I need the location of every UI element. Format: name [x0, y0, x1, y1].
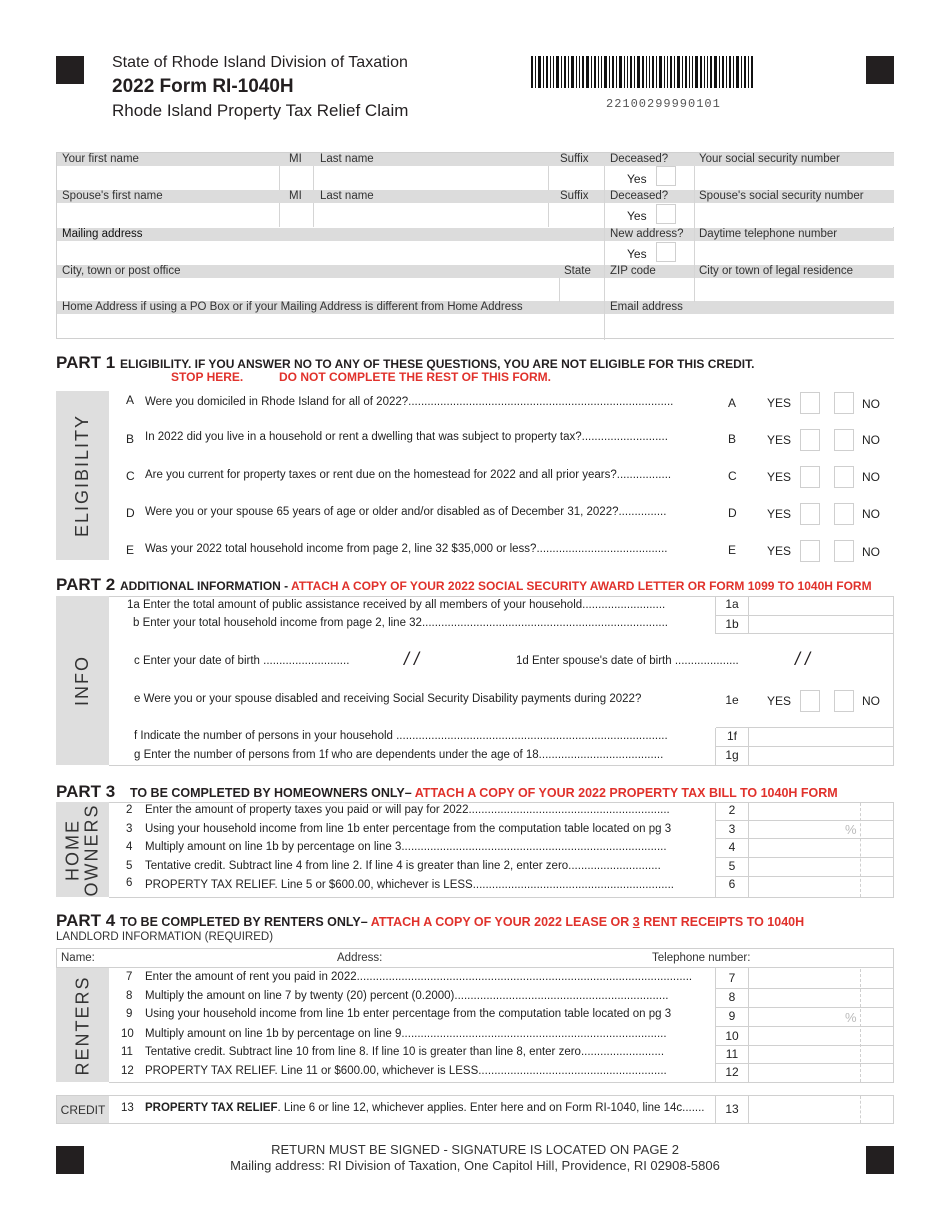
legal-residence-label: City or town of legal residence [694, 265, 894, 278]
new-address-label: New address? [604, 228, 694, 241]
cents-divider [860, 803, 861, 897]
no-label: NO [862, 545, 880, 559]
line-13-input[interactable] [749, 1096, 859, 1123]
line-box-number: 9 [728, 1009, 736, 1023]
answer-letter: E [728, 543, 737, 557]
birth-date-input[interactable]: / / [404, 649, 420, 669]
line-box-number: 8 [728, 990, 736, 1004]
barcode [531, 56, 815, 88]
question-c-yes-checkbox[interactable] [800, 466, 820, 488]
owners-text: OWNERS [81, 803, 102, 896]
credit-side-text: CREDIT [60, 1102, 106, 1117]
line-text: Enter the amount of property taxes you paid or will pay for 2022............................................................... [145, 804, 670, 816]
question-e-yes-checkbox[interactable] [800, 540, 820, 562]
answer-letter: C [728, 469, 737, 483]
line-10-input[interactable] [749, 1027, 859, 1044]
part3-heading-red: ATTACH A COPY OF YOUR 2022 PROPERTY TAX BILL TO 1040H FORM [414, 786, 838, 800]
yes-label: YES [767, 470, 792, 484]
suffix-label: Suffix [548, 153, 604, 166]
renters-side-text: RENTERS [72, 974, 93, 1076]
first-name-input[interactable] [57, 166, 279, 190]
home-address-label: Home Address if using a PO Box or if your Mailing Address is different from Home Address [57, 301, 604, 314]
home-address-input[interactable] [57, 314, 604, 338]
line-1a-num: 1a [725, 597, 739, 611]
part2-heading: ADDITIONAL INFORMATION - [119, 579, 292, 593]
line-1e-num: 1e [725, 693, 739, 707]
do-not-complete-warning: DO NOT COMPLETE THE REST OF THIS FORM. [279, 370, 551, 384]
question-text: Were you or your spouse 65 years of age or older and/or disabled as of December 31, 2022?............... [145, 506, 667, 518]
line-text: Tentative credit. Subtract line 4 from line 2. If line 4 is greater than line 2, enter zero............................. [145, 860, 661, 872]
question-text: Were you domiciled in Rhode Island for all of 2022?................................................................................... [145, 396, 674, 408]
line-number: 4 [126, 841, 133, 853]
percent-sign: % [845, 822, 857, 837]
divider [748, 728, 749, 765]
no-label: NO [862, 433, 880, 447]
yes-label: YES [767, 433, 792, 447]
line-box-number: 7 [728, 971, 736, 985]
spouse-mi-label: MI [279, 190, 313, 203]
spouse-last-name-input[interactable] [314, 203, 548, 227]
answer-letter: B [728, 432, 737, 446]
line-1a-text: 1a Enter the total amount of public assistance received by all members of your household.......................... [127, 599, 666, 611]
registration-mark-top-left [56, 56, 84, 84]
line-box-number: 2 [728, 803, 736, 817]
line-1a-input[interactable] [749, 597, 893, 615]
question-letter: D [126, 506, 135, 520]
line-1f-text: f Indicate the number of persons in your household ..................................................................................... [134, 730, 668, 742]
spouse-mi-input[interactable] [280, 203, 313, 227]
legal-residence-input[interactable] [695, 278, 894, 302]
line-1d-text: 1d Enter spouse's date of birth .................... [516, 655, 739, 667]
ssn-input[interactable] [695, 166, 894, 190]
stop-here-warning: STOP HERE. [171, 370, 244, 384]
homeowners-side-text [64, 803, 102, 896]
line-13-rest: . Line 6 or line 12, whichever applies. Enter here and on Form RI-1040, line 14c....... [277, 1102, 705, 1114]
question-letter: B [126, 432, 135, 446]
question-letter: A [126, 393, 135, 407]
landlord-address-label: Address: [337, 952, 383, 964]
question-text: Are you current for property taxes or rent due on the homestead for 2022 and all prior years?................. [145, 469, 672, 481]
landlord-phone-label: Telephone number: [652, 952, 751, 964]
line-9-input[interactable] [749, 1008, 844, 1025]
question-letter: E [126, 543, 135, 557]
landlord-name-input[interactable] [97, 950, 297, 966]
email-input[interactable] [605, 314, 894, 338]
deceased-label: Deceased? [604, 153, 694, 166]
yes-label: YES [767, 544, 792, 558]
signature-notice: RETURN MUST BE SIGNED - SIGNATURE IS LOCATED ON PAGE 2 [271, 1142, 679, 1157]
mi-label: MI [279, 153, 313, 166]
state-division-line: State of Rhode Island Division of Taxation [112, 54, 408, 71]
question-b-yes-checkbox[interactable] [800, 429, 820, 451]
part3-label: PART 3 [56, 782, 116, 801]
question-e-no-checkbox[interactable] [834, 540, 854, 562]
credit-side-label [57, 1096, 109, 1123]
divider [715, 597, 716, 634]
spouse-suffix-label: Suffix [548, 190, 604, 203]
email-label: Email address [604, 301, 894, 314]
renters-side-label [56, 968, 109, 1082]
yes-label: YES [767, 396, 792, 410]
divider [548, 203, 549, 227]
no-label: NO [862, 397, 880, 411]
yes-label: YES [767, 507, 792, 521]
zip-input[interactable] [605, 278, 694, 302]
line-12-input[interactable] [749, 1064, 859, 1082]
spouse-deceased-label: Deceased? [604, 190, 694, 203]
question-text: In 2022 did you live in a household or rent a dwelling that was subject to property tax?........................... [145, 431, 668, 443]
line-number: 9 [126, 1008, 133, 1020]
line-box-number: 5 [728, 859, 736, 873]
mi-input[interactable] [280, 166, 313, 190]
line-1b-num: 1b [725, 617, 739, 631]
line-box-number: 4 [728, 840, 736, 854]
line-text: PROPERTY TAX RELIEF. Line 5 or $600.00, whichever is LESS............................................................... [145, 879, 674, 891]
cents-divider [860, 1096, 861, 1123]
question-b-no-checkbox[interactable] [834, 429, 854, 451]
line-5-input[interactable] [749, 858, 859, 875]
deceased-yes-label: Yes [627, 172, 647, 186]
divider [279, 166, 280, 190]
new-address-yes-checkbox[interactable] [656, 242, 676, 262]
line-1b-text: b Enter your total household income from page 2, line 32............................................................................. [133, 617, 668, 629]
first-name-label: Your first name [57, 153, 279, 166]
line-text: PROPERTY TAX RELIEF. Line 11 or $600.00, whichever is LESS........................................................... [145, 1065, 667, 1077]
no-label: NO [862, 694, 880, 708]
part4-heading: TO BE COMPLETED BY RENTERS ONLY– [119, 915, 371, 929]
phone-label: Daytime telephone number [694, 228, 894, 241]
line-1e-no-checkbox[interactable] [834, 690, 854, 712]
line-1e-yes-checkbox[interactable] [800, 690, 820, 712]
divider [313, 166, 314, 190]
line-1b-input[interactable] [749, 616, 893, 633]
line-box-number: 3 [728, 822, 736, 836]
spouse-suffix-input[interactable] [549, 203, 604, 227]
divider [748, 597, 749, 634]
line-text: Multiply amount on line 1b by percentage on line 3................................................................................... [145, 841, 667, 853]
phone-input[interactable] [695, 241, 894, 265]
line-6-input[interactable] [749, 877, 859, 896]
divider [716, 633, 894, 634]
part3-title [56, 782, 838, 802]
line-number: 12 [121, 1065, 134, 1077]
spouse-last-name-label: Last name [313, 190, 548, 203]
line-number: 5 [126, 860, 133, 872]
answer-letter: A [728, 396, 737, 410]
line-box-number: 11 [725, 1047, 739, 1061]
line-box-number: 12 [725, 1065, 739, 1079]
answer-letter: D [728, 506, 737, 520]
line-number: 7 [126, 971, 133, 983]
divider [604, 166, 605, 340]
line-number: 3 [126, 823, 133, 835]
line-1e-text: e Were you or your spouse disabled and receiving Social Security Disability payments during 2022? [134, 693, 642, 705]
line-11-input[interactable] [749, 1046, 859, 1063]
registration-mark-top-right [866, 56, 894, 84]
line-box-number: 6 [728, 877, 736, 891]
mailing-address-label: Mailing address [57, 228, 604, 241]
yes-label: YES [767, 694, 792, 708]
spouse-ssn-label: Spouse's social security number [694, 190, 894, 203]
line-2-input[interactable] [749, 803, 859, 820]
part1-label: PART 1 [56, 353, 116, 372]
spouse-deceased-yes-label: Yes [627, 209, 647, 223]
barcode-number: 22100299990101 [606, 97, 721, 111]
divider [694, 166, 695, 302]
line-1g-input[interactable] [749, 747, 893, 765]
line-text: Multiply amount on line 1b by percentage on line 9................................................................................... [145, 1028, 667, 1040]
suffix-input[interactable] [549, 166, 604, 190]
city-label: City, town or post office [57, 265, 559, 278]
no-label: NO [862, 470, 880, 484]
part4-heading-red: ATTACH A COPY OF YOUR 2022 LEASE OR [370, 915, 633, 929]
landlord-phone-input[interactable] [762, 950, 892, 966]
line-number: 2 [126, 804, 133, 816]
line-13-number: 13 [121, 1102, 134, 1114]
state-input[interactable] [560, 278, 604, 302]
question-text: Was your 2022 total household income from page 2, line 32 $35,000 or less?......................................... [145, 543, 668, 555]
line-1c-text: c Enter your date of birth ........................... [134, 655, 350, 667]
question-c-no-checkbox[interactable] [834, 466, 854, 488]
no-label: NO [862, 507, 880, 521]
divider [313, 203, 314, 227]
line-1f-num: 1f [726, 729, 737, 743]
line-number: 6 [126, 877, 133, 889]
zip-label: ZIP code [604, 265, 694, 278]
home-text: HOME [62, 818, 83, 881]
state-label: State [559, 265, 604, 278]
landlord-name-label: Name: [61, 952, 95, 964]
line-number: 11 [121, 1046, 133, 1058]
last-name-label: Last name [313, 153, 548, 166]
line-1g-num: 1g [725, 748, 739, 762]
homeowners-side-label [56, 802, 109, 897]
eligibility-side-text: ELIGIBILITY [72, 413, 93, 538]
mailing-address-footer: Mailing address: RI Division of Taxation, One Capitol Hill, Providence, RI 02908-5806 [230, 1158, 720, 1173]
line-text: Using your household income from line 1b enter percentage from the computation table located on pg 3 [145, 823, 672, 835]
deceased-yes-checkbox[interactable] [656, 166, 676, 186]
line-text: Using your household income from line 1b enter percentage from the computation table located on pg 3 [145, 1008, 672, 1020]
line-3-input[interactable] [749, 821, 844, 838]
line-13-text [145, 1102, 705, 1114]
line-number: 8 [126, 990, 133, 1002]
spouse-birth-date-input[interactable]: / / [795, 649, 811, 669]
last-name-input[interactable] [314, 166, 548, 190]
spouse-first-name-input[interactable] [57, 203, 279, 227]
ssn-label: Your social security number [694, 153, 894, 166]
line-number: 10 [121, 1028, 134, 1040]
part2-label: PART 2 [56, 575, 116, 594]
divider [715, 728, 716, 765]
line-1g-text: g Enter the number of persons from 1f who are dependents under the age of 18....................................... [134, 749, 664, 761]
line-13-bold: PROPERTY TAX RELIEF [145, 1102, 278, 1114]
line-7-input[interactable] [749, 969, 859, 987]
part4-title [56, 911, 804, 931]
divider [559, 278, 560, 302]
line-13-box-number: 13 [725, 1102, 739, 1116]
line-8-input[interactable] [749, 989, 859, 1006]
line-text: Tentative credit. Subtract line 10 from line 8. If line 10 is greater than line 8, enter zero.......................... [145, 1046, 665, 1058]
spouse-ssn-input[interactable] [695, 203, 894, 227]
part2-title [56, 575, 872, 595]
line-text: Multiply the amount on line 7 by twenty (20) percent (0.2000)................................................................... [145, 990, 669, 1002]
question-letter: C [126, 469, 135, 483]
info-side-label [56, 596, 109, 765]
line-text: Enter the amount of rent you paid in 2022......................................................................................................... [145, 971, 693, 983]
part2-heading-red: ATTACH A COPY OF YOUR 2022 SOCIAL SECURITY AWARD LETTER OR FORM 1099 TO 1040H FORM [291, 579, 872, 593]
new-address-yes-label: Yes [627, 247, 647, 261]
form-subtitle: Rhode Island Property Tax Relief Claim [112, 101, 409, 120]
spouse-first-name-label: Spouse's first name [57, 190, 279, 203]
info-side-text: INFO [72, 655, 92, 706]
percent-sign: % [845, 1010, 857, 1025]
part4-label: PART 4 [56, 911, 116, 930]
eligibility-side-label [56, 391, 109, 560]
form-title: 2022 Form RI-1040H [112, 76, 294, 97]
part4-heading-red-number: 3 [632, 915, 640, 929]
line-box-number: 10 [725, 1029, 739, 1043]
question-d-no-checkbox[interactable] [834, 503, 854, 525]
line-4-input[interactable] [749, 839, 859, 856]
question-d-yes-checkbox[interactable] [800, 503, 820, 525]
line-1f-input[interactable] [749, 728, 893, 746]
landlord-address-input[interactable] [387, 950, 637, 966]
part4-heading-red-tail: RENT RECEIPTS TO 1040H [639, 915, 805, 929]
part3-heading: TO BE COMPLETED BY HOMEOWNERS ONLY– [129, 786, 415, 800]
question-a-yes-checkbox[interactable] [800, 392, 820, 414]
landlord-info-row [56, 948, 894, 968]
divider [279, 203, 280, 227]
city-input[interactable] [57, 278, 559, 302]
divider [548, 166, 549, 190]
personal-info-section [56, 152, 894, 339]
mailing-address-input[interactable] [57, 241, 604, 265]
landlord-info-heading: LANDLORD INFORMATION (REQUIRED) [56, 931, 274, 943]
spouse-deceased-yes-checkbox[interactable] [656, 204, 676, 224]
question-a-no-checkbox[interactable] [834, 392, 854, 414]
part1-heading: ELIGIBILITY. IF YOU ANSWER NO TO ANY OF THESE QUESTIONS, YOU ARE NOT ELIGIBLE FOR THIS CREDIT. [119, 357, 755, 371]
